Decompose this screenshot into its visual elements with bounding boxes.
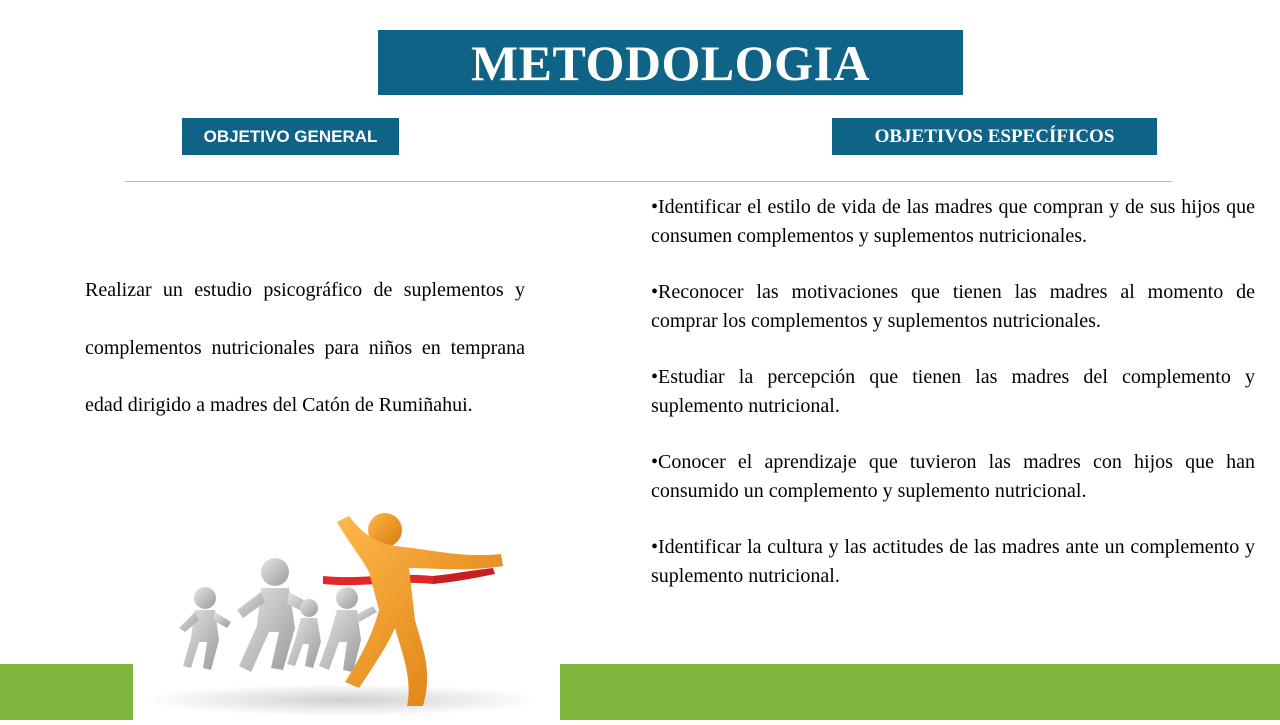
list-item: •Identificar la cultura y las actitudes de las madres ante un complemento y suplemento nutricional.	[651, 536, 1255, 587]
page-title: METODOLOGIA	[378, 30, 963, 95]
list-item: •Conocer el aprendizaje que tuvieron las madres con hijos que han consumido un complemento y suplemento nutricional.	[651, 451, 1255, 502]
list-item: •Reconocer las motivaciones que tienen las madres al momento de comprar los complementos y suplementos nutricionales.	[651, 281, 1255, 332]
list-item: •Identificar el estilo de vida de las madres que compran y de sus hijos que consumen complementos y suplementos nutricionales.	[651, 196, 1255, 247]
footer-band-right	[560, 664, 1280, 720]
list-item: •Estudiar la percepción que tienen las madres del complemento y suplemento nutricional.	[651, 366, 1255, 417]
objetivos-especificos-list	[651, 193, 1255, 618]
objetivo-general-label: OBJETIVO GENERAL	[182, 118, 399, 155]
objetivos-especificos-label: OBJETIVOS ESPECÍFICOS	[832, 118, 1157, 155]
objetivo-general-text: Realizar un estudio psicográfico de suplementos y complementos nutricionales para niños en temprana edad dirigido a madres del Catón de Rumiñahui.	[85, 279, 525, 416]
race-winner-illustration	[133, 510, 560, 720]
divider	[125, 181, 1172, 182]
footer-band-left	[0, 664, 133, 720]
